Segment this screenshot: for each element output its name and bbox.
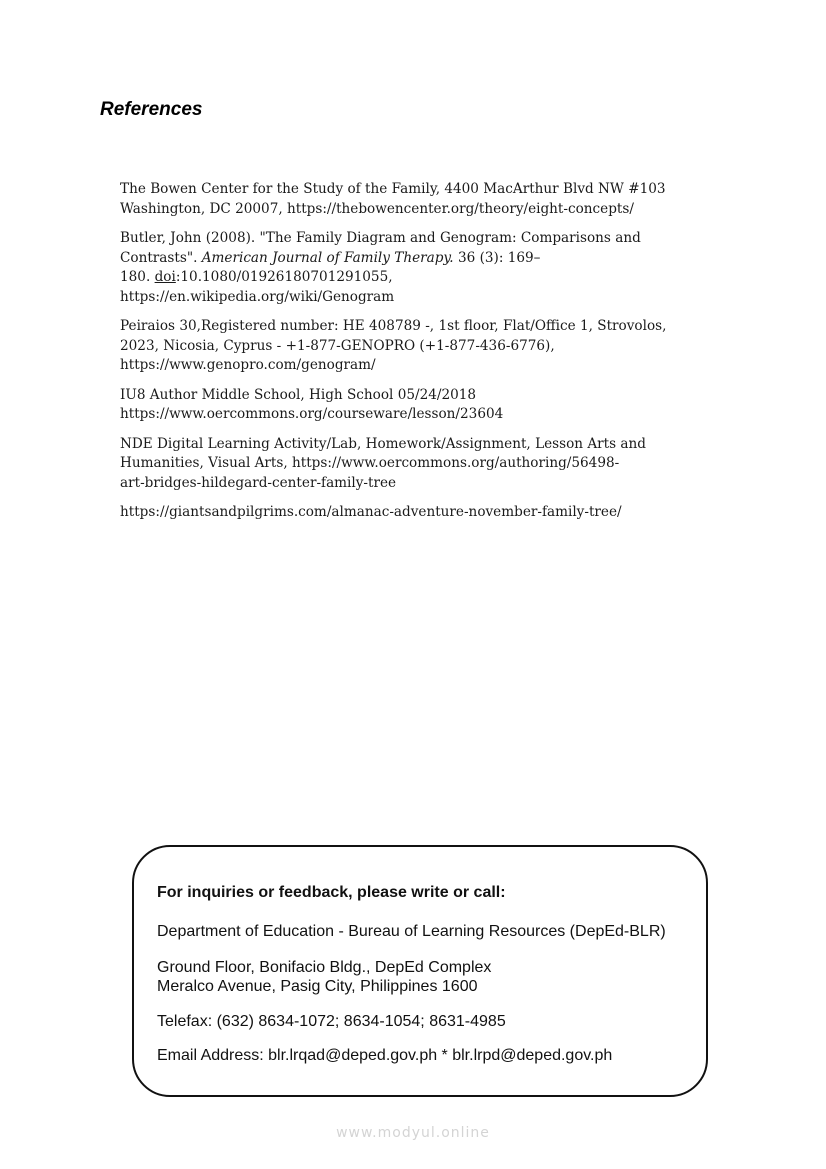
reference-line: Washington, DC 20007, https://thebowencenter.org/theory/eight-concepts/ bbox=[120, 200, 634, 217]
contact-department: Department of Education - Bureau of Learning Resources (DepEd-BLR) bbox=[157, 923, 666, 940]
reference-text: :10.1080/01926180701291055, bbox=[175, 269, 393, 285]
doi-link[interactable]: doi bbox=[154, 269, 176, 285]
reference-item bbox=[120, 317, 740, 376]
reference-text: 180. bbox=[120, 269, 155, 285]
reference-line: Humanities, Visual Arts, https://www.oercommons.org/authoring/56498- bbox=[120, 455, 620, 471]
reference-item bbox=[120, 503, 740, 523]
reference-line: https://www.genopro.com/genogram/ bbox=[120, 357, 376, 373]
reference-text: Contrasts". bbox=[120, 249, 202, 266]
reference-line: NDE Digital Learning Activity/Lab, Homework/Assignment, Lesson Arts and bbox=[120, 435, 646, 452]
reference-line: Butler, John (2008). "The Family Diagram and Genogram: Comparisons and bbox=[120, 230, 641, 246]
references-list bbox=[120, 180, 740, 533]
journal-title: American Journal of Family Therapy. bbox=[201, 249, 454, 266]
contact-telefax: Telefax: (632) 8634-1072; 8634-1054; 8631-4985 bbox=[157, 1013, 506, 1030]
contact-address-line-2: Meralco Avenue, Pasig City, Philippines 1600 bbox=[157, 978, 478, 995]
reference-line: The Bowen Center for the Study of the Family, 4400 MacArthur Blvd NW #103 bbox=[120, 181, 666, 197]
reference-item bbox=[120, 180, 740, 219]
reference-line: Peiraios 30,Registered number: HE 408789 -, 1st floor, Flat/Office 1, Strovolos, bbox=[120, 318, 667, 334]
reference-item bbox=[120, 229, 740, 307]
reference-text: 36 (3): 169– bbox=[453, 249, 541, 266]
reference-line: https://en.wikipedia.org/wiki/Genogram bbox=[120, 288, 395, 305]
contact-heading: For inquiries or feedback, please write or call: bbox=[157, 884, 506, 901]
reference-item bbox=[120, 386, 740, 425]
reference-line: 2023, Nicosia, Cyprus - +1-877-GENOPRO (+1-877-436-6776), bbox=[120, 337, 555, 354]
contact-email: Email Address: blr.lrqad@deped.gov.ph * blr.lrpd@deped.gov.ph bbox=[157, 1047, 613, 1064]
reference-line: https://giantsandpilgrims.com/almanac-adventure-november-family-tree/ bbox=[120, 504, 622, 520]
reference-line bbox=[120, 249, 740, 269]
reference-line: IU8 Author Middle School, High School 05/24/2018 bbox=[120, 386, 477, 403]
page-title: References bbox=[100, 99, 203, 120]
watermark: www.modyul.online bbox=[336, 1125, 490, 1141]
reference-line: https://www.oercommons.org/courseware/lesson/23604 bbox=[120, 406, 504, 422]
contact-address-line-1: Ground Floor, Bonifacio Bldg., DepEd Complex bbox=[157, 959, 492, 976]
reference-item bbox=[120, 435, 740, 494]
reference-line bbox=[120, 268, 740, 288]
reference-line: art-bridges-hildegard-center-family-tree bbox=[120, 474, 397, 491]
contact-box bbox=[132, 845, 708, 1097]
